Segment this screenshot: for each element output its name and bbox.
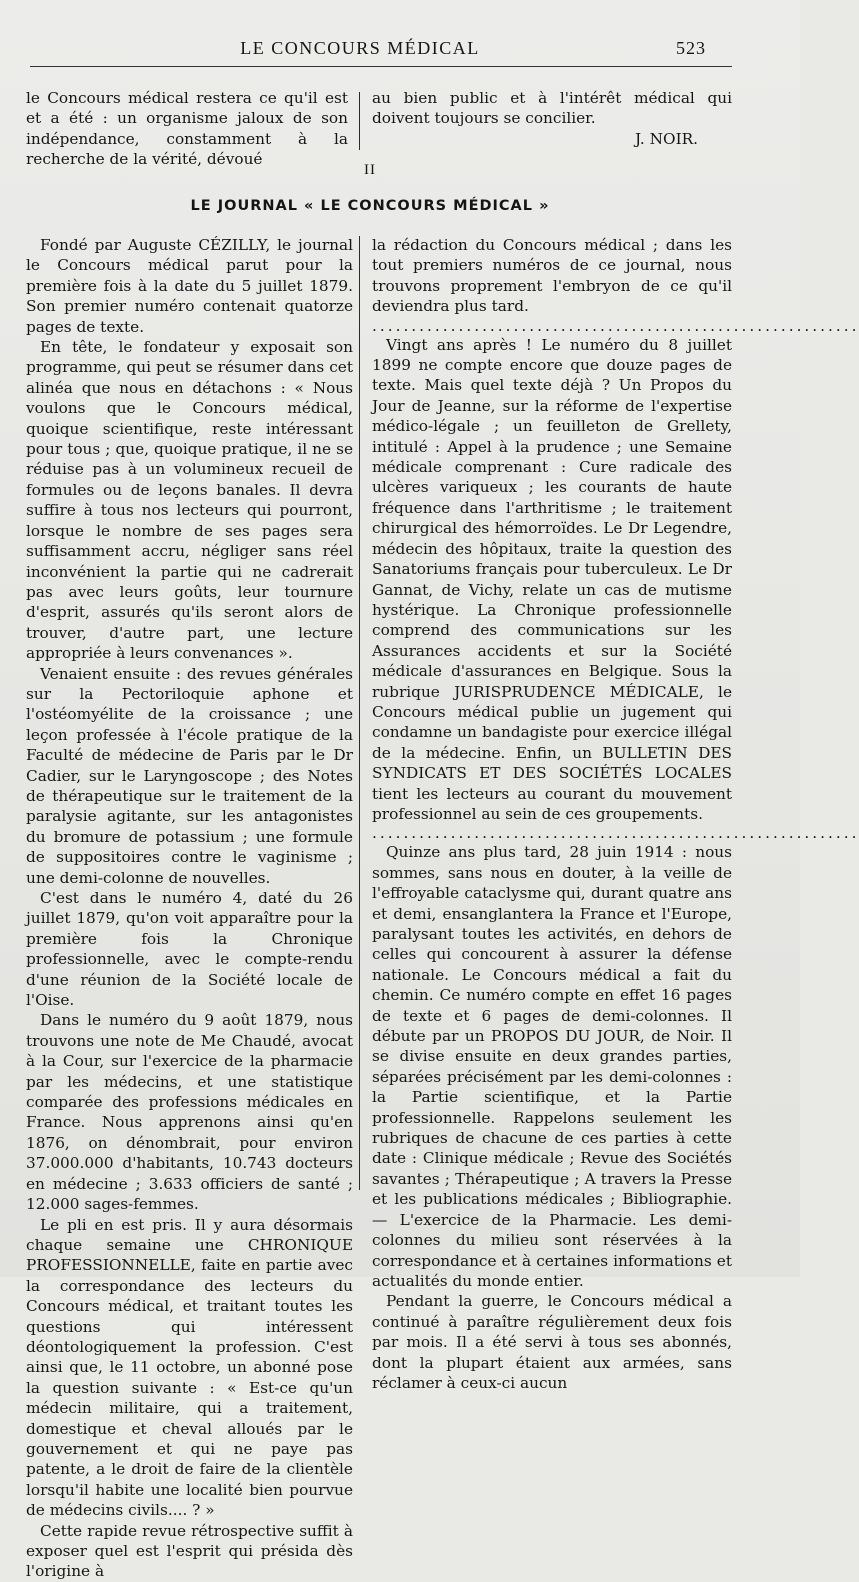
page-header [0, 36, 800, 66]
header-rule [30, 66, 732, 67]
paragraph: Dans le numéro du 9 août 1879, nous trouvons une note de Me Chaudé, avocat à la Cour, sur l'exercice de la pharmacie par les médecins, et une statistique comparée des professions médicales en France. Nous apprenons ainsi qu'en 1876, on dénombrait, pour environ 37.000.000 d'habitants, 10.743 docteurs en médecine ; 3.633 officiers de santé ; 12.000 sages-femmes. [26, 1011, 353, 1214]
paragraph: Venaient ensuite : des revues générales sur la Pectoriloquie aphone et l'ostéomyélite de la croissance ; une leçon professée à l'école pratique de la Faculté de médecine de Paris par le Dr Cadier, sur le Laryngoscope ; des Notes de thérapeutique sur le traitement de la paralysie agitante, sur les antagonistes du bromure de potassium ; une formule de suppositoires contre le vaginisme ; une demi-colonne de nouvelles. [26, 664, 353, 887]
paragraph: En tête, le fondateur y exposait son programme, qui peut se résumer dans cet alinéa que nous en détachons : « Nous voulons que le Concours médical, quoique scientifique, reste intéressant pour tous ; que, quoique pratique, il ne se réduise pas à un volumineux recueil de formules ou de leçons banales. Il devra suffire à tous nos lecteurs qui pourront, lorsque le nombre de ses pages sera suffisamment accru, négliger sans réel inconvénient la partie qui ne cadrerait pas avec leurs goûts, leur tournure d'esprit, assurés qu'ils seront alors de trouver, d'autre part, une lecture appropriée à leurs convenances ». [26, 338, 353, 663]
paragraph: Cette rapide revue rétrospective suffit à exposer quel est l'esprit qui présida dès l'origine à [26, 1521, 353, 1581]
top-column-divider [359, 92, 360, 150]
paragraph: Fondé par Auguste CÉZILLY, le journal le Concours médical parut pour la première fois à la date du 5 juillet 1879. Son premier numéro contenait quatorze pages de texte. [26, 236, 353, 336]
top-right-column [372, 88, 732, 149]
dotted-separator: .............................................................. [372, 824, 859, 843]
section-title: LE JOURNAL « LE CONCOURS MÉDICAL » [190, 198, 550, 214]
page-number: 523 [676, 38, 706, 58]
top-right-paragraph: au bien public et à l'intérêt médical qui doivent toujours se concilier. [372, 89, 732, 128]
dotted-separator: .............................................................. [372, 316, 859, 335]
section-numeral: II [364, 162, 376, 178]
paragraph: Quinze ans plus tard, 28 juin 1914 : nous sommes, sans nous en douter, à la veille de l'effroyable cataclysme qui, durant quatre ans et demi, ensanglantera la France et l'Europe, paralysant toutes les activités, en dehors de celles qui concourent à assurer la défense nationale. Le Concours médical a fait du chemin. Ce numéro compte en effet 16 pages de texte et 6 pages de demi-colonnes. Il débute par un PROPOS DU JOUR, de Noir. Il se divise ensuite en deux grandes parties, séparées précisément par les demi-colonnes : la Partie scientifique, et la Partie professionnelle. Rappelons seulement les rubriques de chacune de ces parties à cette date : Clinique médicale ; Revue des Sociétés savantes ; Thérapeutique ; A travers la Presse et les publications médicales ; Bibliographie. — L'exercice de la Pharmacie. Les demi-colonnes du milieu sont réservées à la correspondance et à certaines informations et actualités du monde entier. [372, 843, 732, 1290]
paragraph: Pendant la guerre, le Concours médical a continué à paraître régulièrement deux fois par mois. Il a été servi à tous ses abonnés, dont la plupart étaient aux armées, sans réclamer à ceux-ci aucun [372, 1292, 732, 1392]
paragraph: Le pli en est pris. Il y aura désormais chaque semaine une CHRONIQUE PROFESSIONNELLE, faite en partie avec la correspondance des lecteurs du Concours médical, et traitant toutes les questions qui intéressent déontologiquement la profession. C'est ainsi que, le 11 octobre, un abonné pose la question suivante : « Est-ce qu'un médecin militaire, qui a traitement, domestique et cheval alloués par le gouvernement et qui ne paye pas patente, a le droit de faire de la clientèle lorsqu'il habite une localité bien pourvue de médecins civils.... ? » [26, 1215, 353, 1520]
main-left-column [26, 235, 353, 1582]
signature: J. NOIR. [634, 129, 698, 148]
top-left-column [26, 88, 348, 170]
main-right-column [372, 235, 859, 1393]
top-left-paragraph: le Concours médical restera ce qu'il est et a été : un organisme jaloux de son indépendance, constamment à la recherche de la vérité, dévoué [26, 89, 348, 169]
paragraph: la rédaction du Concours médical ; dans les tout premiers numéros de ce journal, nous trouvons proprement l'embryon de ce qu'il deviendra plus tard. [372, 236, 732, 316]
main-column-divider [359, 236, 360, 1190]
running-title: LE CONCOURS MÉDICAL [240, 38, 480, 58]
paragraph: C'est dans le numéro 4, daté du 26 juillet 1879, qu'on voit apparaître pour la première fois la Chronique professionnelle, avec le compte-rendu d'une réunion de la Société locale de l'Oise. [26, 889, 353, 1010]
paragraph: Vingt ans après ! Le numéro du 8 juillet 1899 ne compte encore que douze pages de texte. Mais quel texte déjà ? Un Propos du Jour de Jeanne, sur la réforme de l'expertise médico-légale ; un feuilleton de Grellety, intitulé : Appel à la prudence ; une Semaine médicale comprenant : Cure radicale des ulcères variqueux ; les courants de haute fréquence dans l'arthritisme ; le traitement chirurgical des hémorroïdes. Le Dr Legendre, médecin des hôpitaux, traite la question des Sanatoriums français pour tuberculeux. Le Dr Gannat, de Vichy, relate un cas de mutisme hystérique. La Chronique professionnelle comprend des communications sur les Assurances accidents et sur la Société médicale d'assurances en Belgique. Sous la rubrique JURISPRUDENCE MÉDICALE, le Concours médical publie un jugement qui condamne un bandagiste pour exercice illégal de la médecine. Enfin, un BULLETIN DES SYNDICATS ET DES SOCIÉTÉS LOCALES tient les lecteurs au courant du mouvement professionnel au sein de ces groupements. [372, 335, 732, 823]
